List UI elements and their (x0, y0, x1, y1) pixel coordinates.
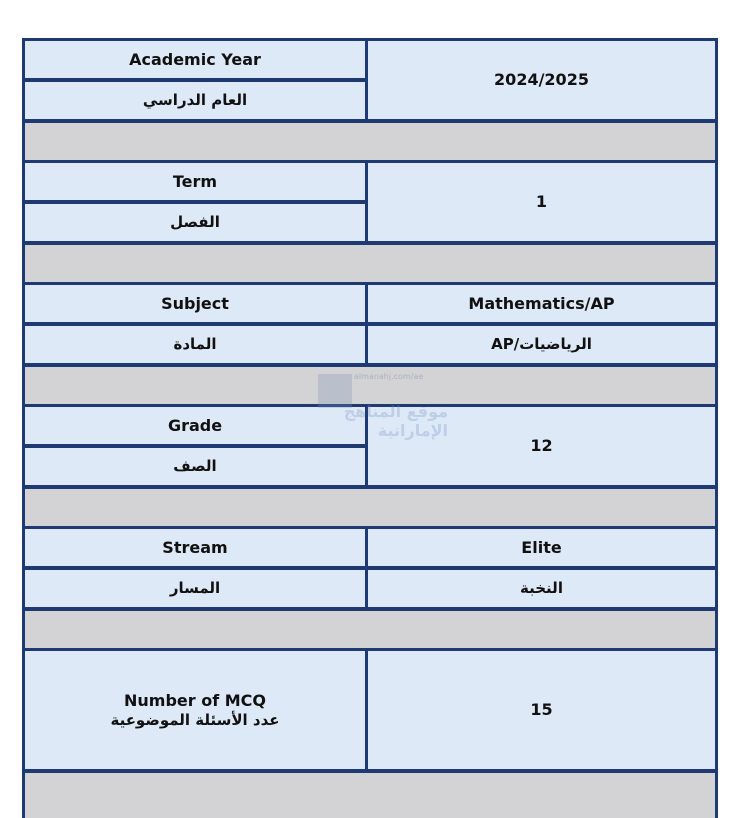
stream-label-en (25, 529, 365, 566)
mcq-label-stack (110, 691, 279, 730)
grade-label-en-text: Grade (167, 415, 223, 435)
mcq-label-ar-text: عدد الأسئلة الموضوعية (110, 710, 280, 729)
mcq-label-en-text: Number of MCQ (123, 690, 266, 710)
stream-label-ar (25, 570, 365, 607)
stream-value-ar (368, 570, 715, 607)
academic-year-label-ar-text: العام الدراسي (142, 91, 248, 110)
row-spacer-2 (25, 245, 715, 282)
academic-year-value-text: 2024/2025 (494, 70, 589, 89)
info-table (22, 38, 718, 818)
academic-year-label-en (25, 41, 365, 78)
mcq-value-text: 15 (530, 700, 553, 719)
term-label-ar (25, 204, 365, 241)
grade-value (368, 407, 715, 485)
term-value (368, 163, 715, 241)
subject-label-en (25, 285, 365, 322)
subject-value-ar-text: الرياضيات/AP (491, 335, 592, 354)
academic-year-label-ar (25, 82, 365, 119)
term-label-en-text: Term (172, 171, 218, 191)
subject-value-ar (368, 326, 715, 363)
grade-label-ar-text: الصف (173, 457, 217, 476)
mcq-value (368, 651, 715, 769)
stream-value-ar-text: النخبة (520, 579, 563, 598)
subject-label-en-text: Subject (161, 293, 229, 313)
row-spacer-6 (25, 773, 715, 818)
subject-value-en (368, 285, 715, 322)
subject-value-en-text: Mathematics/AP (468, 293, 615, 313)
subject-label-ar-text: المادة (173, 335, 217, 354)
stream-label-ar-text: المسار (169, 579, 221, 598)
stream-label-en-text: Stream (162, 537, 228, 557)
term-value-text: 1 (535, 192, 548, 211)
academic-year-value (368, 41, 715, 119)
stream-value-en-text: Elite (521, 537, 562, 557)
term-label-en (25, 163, 365, 200)
row-spacer-1 (25, 123, 715, 160)
grade-value-text: 12 (530, 436, 553, 455)
mcq-label (25, 651, 365, 769)
watermark-text: موقع المناهج الإماراتية (343, 402, 448, 440)
grade-label-ar (25, 448, 365, 485)
watermark-url: almanahj.com/ae (354, 372, 424, 381)
grade-label-en (25, 407, 365, 444)
row-spacer-4 (25, 489, 715, 526)
row-spacer-3 (25, 367, 715, 404)
stream-value-en (368, 529, 715, 566)
term-label-ar-text: الفصل (170, 213, 220, 232)
row-spacer-5 (25, 611, 715, 648)
academic-year-label-en-text: Academic Year (129, 49, 261, 69)
subject-label-ar (25, 326, 365, 363)
